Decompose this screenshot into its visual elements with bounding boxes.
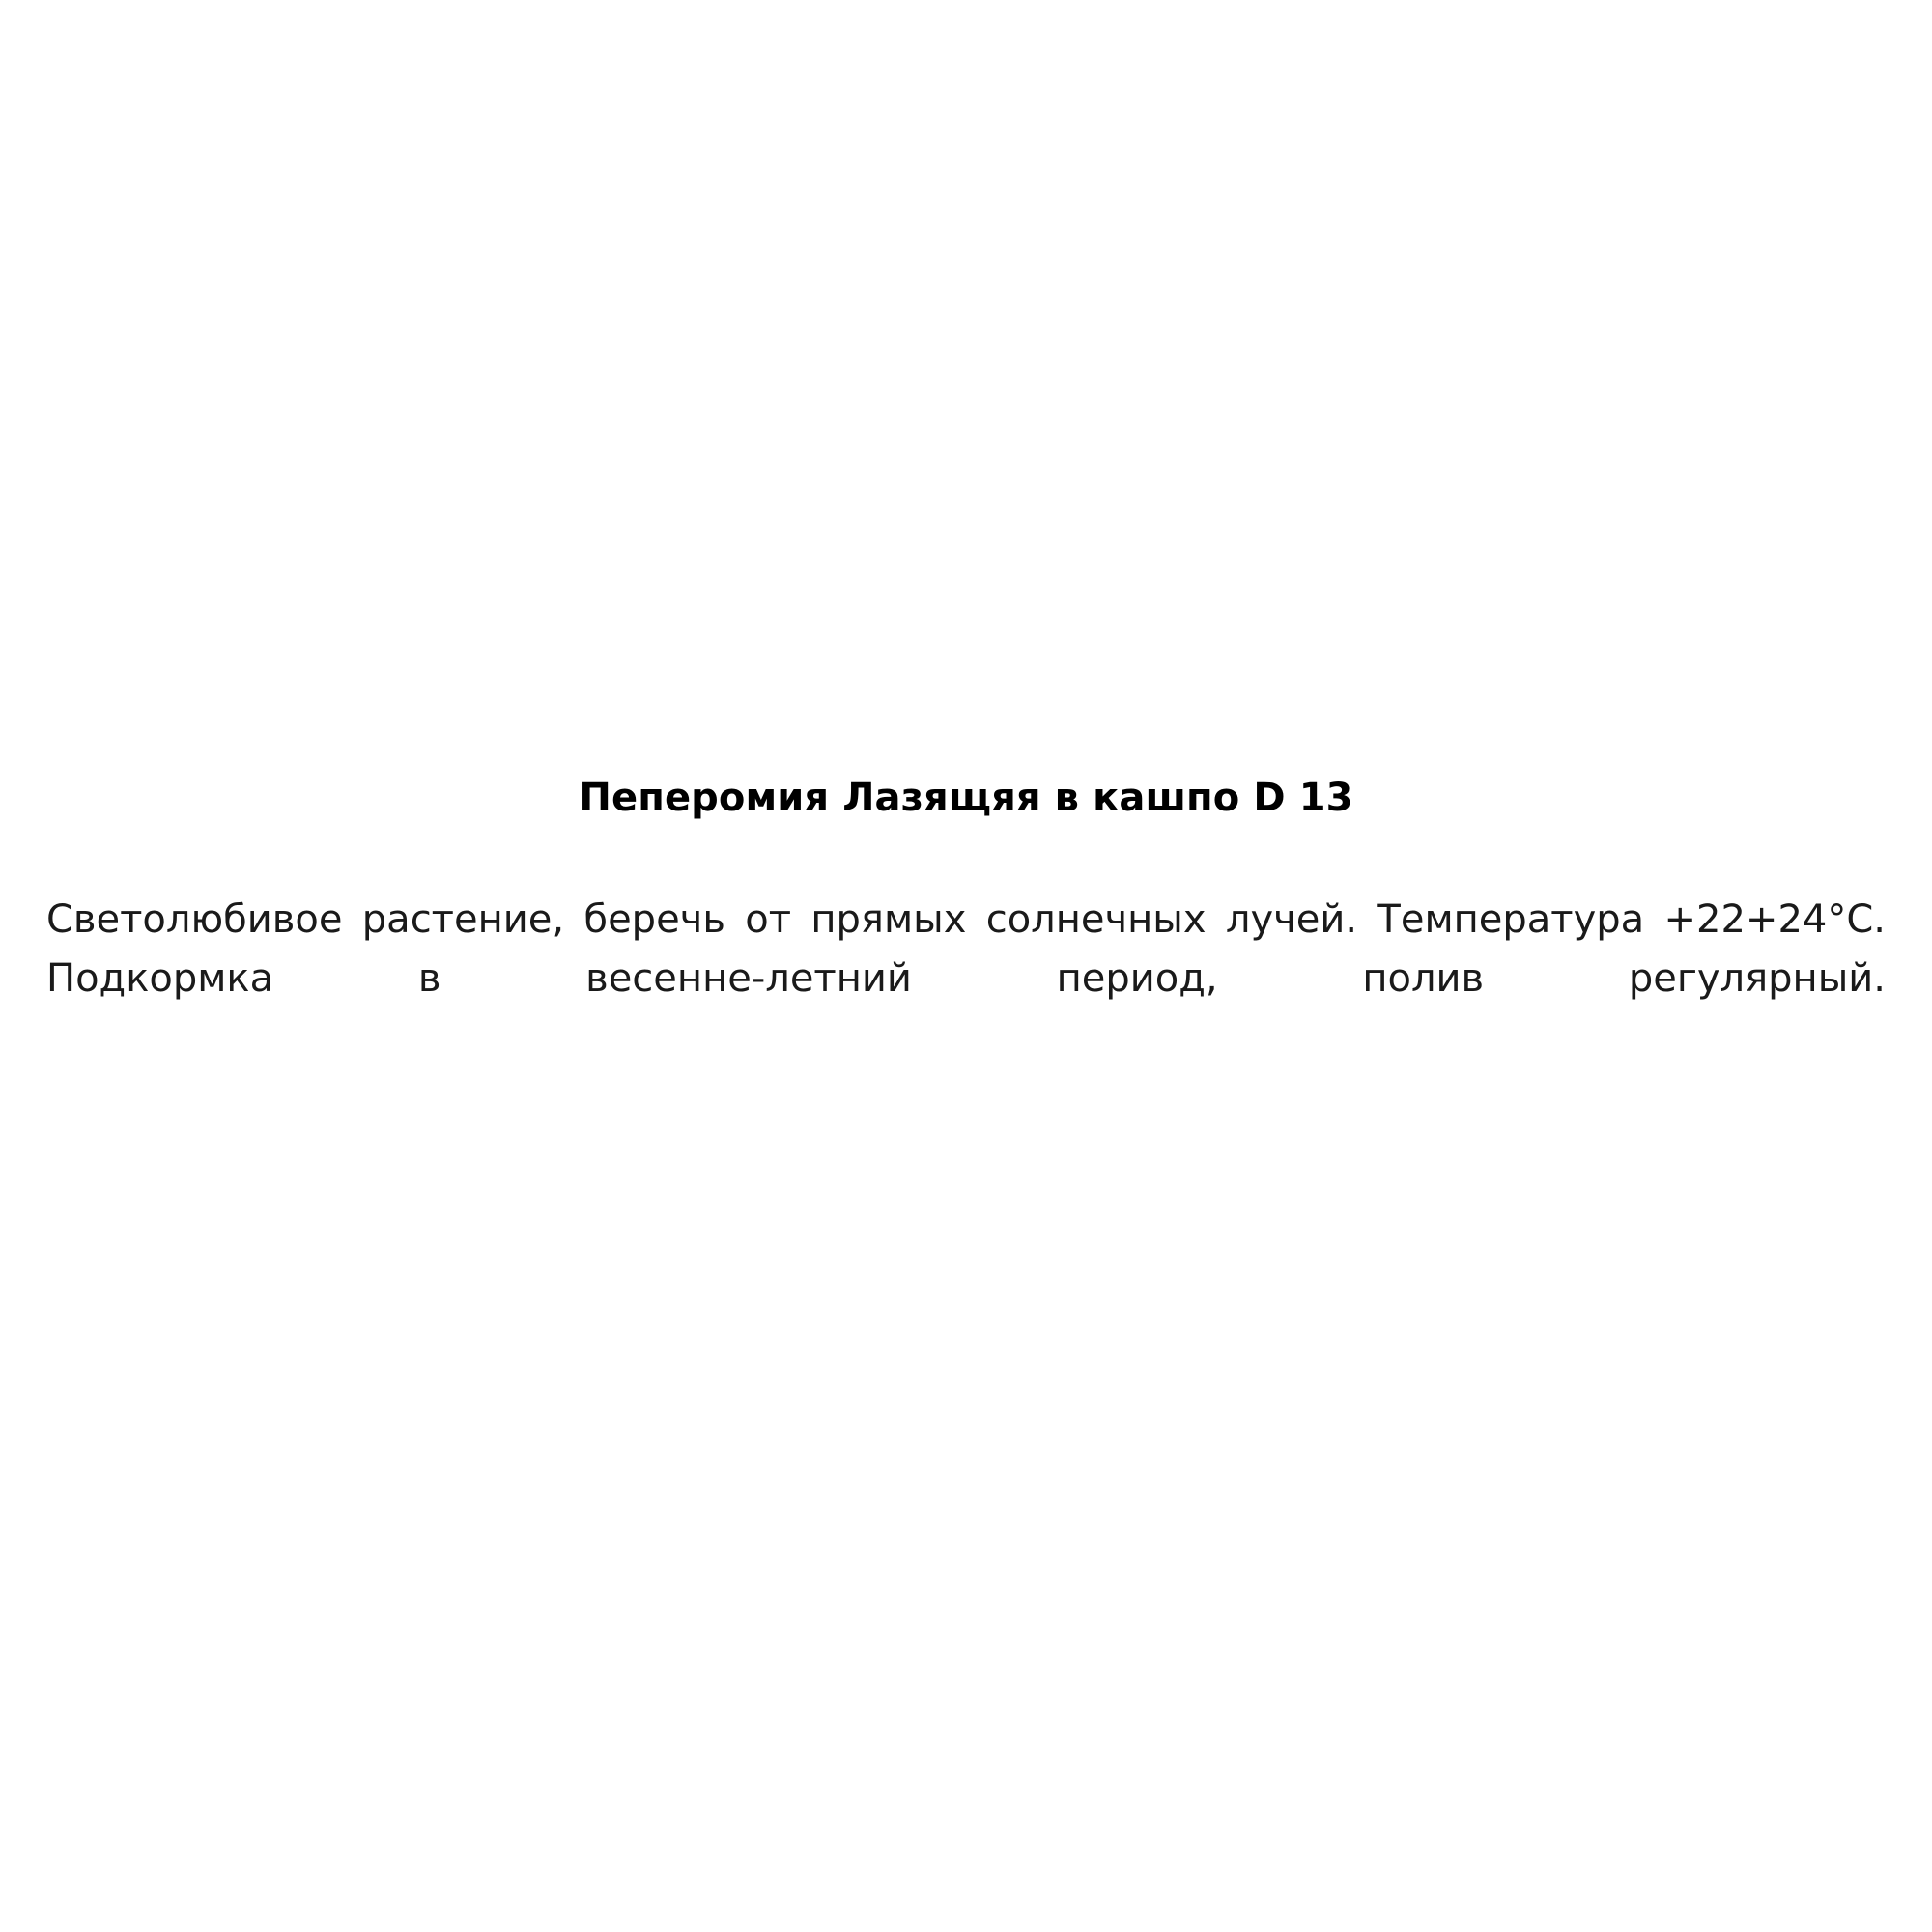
description-paragraph: Светолюбивое растение, беречь от прямых солнечных лучей. Температура +22+24°С. Подкормка в весенне-летний период, полив регулярный. [46,897,1886,1001]
page-title: Пеперомия Лазящяя в кашпо D 13 [579,776,1353,820]
document-content [46,773,1886,1066]
